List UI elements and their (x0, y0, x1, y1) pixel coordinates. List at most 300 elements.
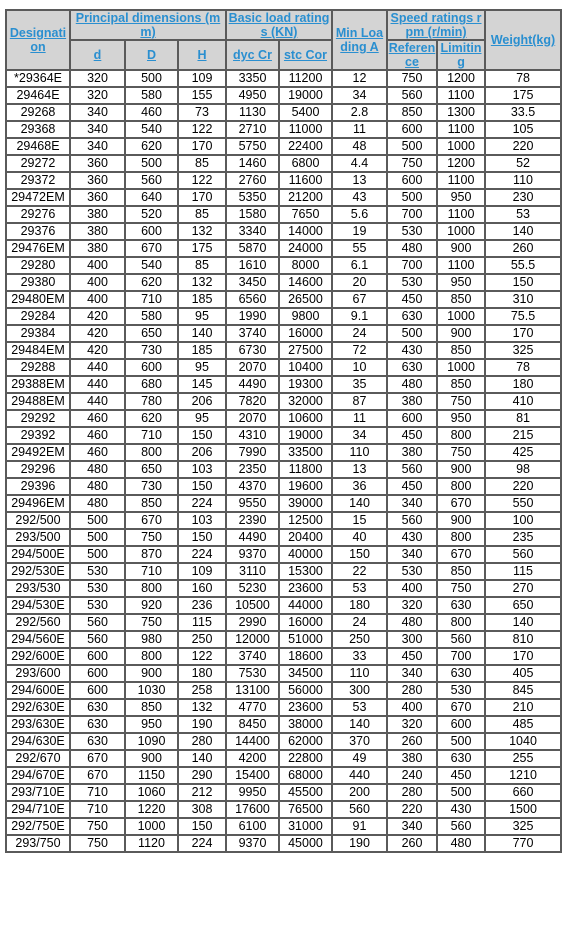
designation-cell: 294/670E (6, 767, 70, 784)
static-load-cell: 76500 (279, 801, 332, 818)
d-cell: 440 (70, 359, 125, 376)
h-cell: 103 (178, 461, 226, 478)
outer-d-cell: 780 (125, 393, 178, 410)
static-load-cell: 12500 (279, 512, 332, 529)
weight-cell: 660 (485, 784, 561, 801)
bearing-spec-table (5, 9, 562, 853)
h-cell: 175 (178, 240, 226, 257)
designation-header[interactable]: Designation (6, 10, 70, 70)
designation-cell: 292/630E (6, 699, 70, 716)
weight-cell: 110 (485, 172, 561, 189)
weight-cell: 175 (485, 87, 561, 104)
h-cell: 185 (178, 291, 226, 308)
static-load-cell: 21200 (279, 189, 332, 206)
weight-cell: 210 (485, 699, 561, 716)
outer-d-cell: 580 (125, 87, 178, 104)
weight-cell: 230 (485, 189, 561, 206)
designation-cell: 29492EM (6, 444, 70, 461)
limiting-speed-cell: 1100 (437, 121, 485, 138)
table-row (6, 648, 561, 665)
weight-cell: 255 (485, 750, 561, 767)
min-loading-cell: 140 (332, 495, 387, 512)
min-loading-cell: 11 (332, 121, 387, 138)
limiting-speed-cell: 480 (437, 835, 485, 852)
dynamic-load-cell: 4490 (226, 376, 279, 393)
weight-cell: 405 (485, 665, 561, 682)
min-loading-cell: 53 (332, 580, 387, 597)
designation-cell: 29496EM (6, 495, 70, 512)
limiting-speed-cell: 1100 (437, 206, 485, 223)
dynamic-load-cell: 6730 (226, 342, 279, 359)
limiting-speed-cell: 670 (437, 495, 485, 512)
dynamic-load-cell: 6100 (226, 818, 279, 835)
static-load-cell: 32000 (279, 393, 332, 410)
weight-cell: 1210 (485, 767, 561, 784)
d-cell: 440 (70, 393, 125, 410)
limiting-speed-cell: 900 (437, 461, 485, 478)
min-loading-cell: 6.1 (332, 257, 387, 274)
table-row (6, 614, 561, 631)
static-load-cell: 11000 (279, 121, 332, 138)
dynamic-load-cell: 7530 (226, 665, 279, 682)
weight-cell: 98 (485, 461, 561, 478)
dynamic-load-header[interactable]: dyc Cr (226, 40, 279, 70)
min-loading-cell: 180 (332, 597, 387, 614)
d-header[interactable]: d (70, 40, 125, 70)
reference-speed-cell: 340 (387, 495, 437, 512)
d-cell: 600 (70, 648, 125, 665)
static-load-cell: 19600 (279, 478, 332, 495)
d-cell: 380 (70, 206, 125, 223)
h-cell: 236 (178, 597, 226, 614)
reference-speed-cell: 700 (387, 206, 437, 223)
static-load-cell: 45000 (279, 835, 332, 852)
d-cell: 360 (70, 172, 125, 189)
min-loading-cell: 150 (332, 546, 387, 563)
table-row (6, 733, 561, 750)
limiting-speed-cell: 630 (437, 597, 485, 614)
limiting-speed-cell: 630 (437, 665, 485, 682)
limiting-speed-cell: 850 (437, 376, 485, 393)
table-row (6, 784, 561, 801)
speed-ratings-header[interactable]: Speed ratings rpm (r/min) (387, 10, 485, 40)
designation-cell: 29392 (6, 427, 70, 444)
table-row (6, 682, 561, 699)
outer-d-cell: 680 (125, 376, 178, 393)
static-load-cell: 31000 (279, 818, 332, 835)
designation-cell: 29384 (6, 325, 70, 342)
reference-speed-cell: 560 (387, 87, 437, 104)
d-cell: 710 (70, 801, 125, 818)
limiting-speed-cell: 560 (437, 818, 485, 835)
weight-cell: 325 (485, 818, 561, 835)
table-row (6, 342, 561, 359)
designation-cell: 29288 (6, 359, 70, 376)
table-row (6, 359, 561, 376)
table-row (6, 767, 561, 784)
outer-d-cell: 670 (125, 512, 178, 529)
limiting-speed-cell: 1000 (437, 138, 485, 155)
designation-cell: 29476EM (6, 240, 70, 257)
min-loading-cell: 24 (332, 614, 387, 631)
reference-speed-cell: 750 (387, 70, 437, 87)
limiting-speed-cell: 950 (437, 274, 485, 291)
limiting-speed-cell: 750 (437, 393, 485, 410)
limiting-speed-cell: 670 (437, 699, 485, 716)
d-cell: 500 (70, 546, 125, 563)
outer-d-cell: 750 (125, 529, 178, 546)
min-loading-cell: 36 (332, 478, 387, 495)
reference-speed-cell: 560 (387, 512, 437, 529)
min-loading-cell: 15 (332, 512, 387, 529)
designation-cell: 292/670 (6, 750, 70, 767)
designation-cell: 29480EM (6, 291, 70, 308)
table-row (6, 104, 561, 121)
table-row (6, 478, 561, 495)
h-cell: 115 (178, 614, 226, 631)
outer-d-cell: 540 (125, 257, 178, 274)
min-loading-cell: 12 (332, 70, 387, 87)
limiting-speed-cell: 800 (437, 614, 485, 631)
table-row (6, 223, 561, 240)
table-row (6, 563, 561, 580)
d-cell: 630 (70, 716, 125, 733)
weight-cell: 650 (485, 597, 561, 614)
weight-cell: 78 (485, 359, 561, 376)
outer-d-cell: 850 (125, 495, 178, 512)
designation-cell: 29468E (6, 138, 70, 155)
limiting-speed-cell: 750 (437, 580, 485, 597)
weight-cell: 78 (485, 70, 561, 87)
weight-cell: 810 (485, 631, 561, 648)
dynamic-load-cell: 5750 (226, 138, 279, 155)
static-load-cell: 56000 (279, 682, 332, 699)
static-load-cell: 26500 (279, 291, 332, 308)
h-cell: 250 (178, 631, 226, 648)
reference-speed-cell: 500 (387, 138, 437, 155)
reference-speed-cell: 260 (387, 733, 437, 750)
static-load-cell: 38000 (279, 716, 332, 733)
d-cell: 480 (70, 461, 125, 478)
limiting-speed-cell: 1100 (437, 257, 485, 274)
outer-d-cell: 560 (125, 172, 178, 189)
reference-speed-cell: 500 (387, 325, 437, 342)
outer-d-cell: 1150 (125, 767, 178, 784)
h-cell: 212 (178, 784, 226, 801)
table-row (6, 138, 561, 155)
dynamic-load-cell: 5350 (226, 189, 279, 206)
table-row (6, 257, 561, 274)
reference-speed-cell: 480 (387, 614, 437, 631)
h-cell: 145 (178, 376, 226, 393)
static-load-cell: 51000 (279, 631, 332, 648)
designation-cell: 29488EM (6, 393, 70, 410)
outer-d-header[interactable]: D (125, 40, 178, 70)
table-row (6, 121, 561, 138)
designation-cell: 29280 (6, 257, 70, 274)
d-cell: 480 (70, 495, 125, 512)
limiting-speed-cell: 850 (437, 291, 485, 308)
reference-speed-cell: 450 (387, 648, 437, 665)
d-cell: 480 (70, 478, 125, 495)
weight-cell: 170 (485, 325, 561, 342)
weight-cell: 310 (485, 291, 561, 308)
h-cell: 258 (178, 682, 226, 699)
weight-cell: 215 (485, 427, 561, 444)
static-load-cell: 19000 (279, 427, 332, 444)
min-loading-cell: 49 (332, 750, 387, 767)
h-cell: 122 (178, 172, 226, 189)
dynamic-load-cell: 1610 (226, 257, 279, 274)
dynamic-load-cell: 14400 (226, 733, 279, 750)
outer-d-cell: 620 (125, 138, 178, 155)
min-loading-cell: 13 (332, 172, 387, 189)
h-cell: 206 (178, 444, 226, 461)
reference-speed-cell: 260 (387, 835, 437, 852)
h-cell: 150 (178, 529, 226, 546)
min-loading-cell: 200 (332, 784, 387, 801)
principal-dimensions-header[interactable]: Principal dimensions (mm) (70, 10, 226, 40)
min-loading-cell: 24 (332, 325, 387, 342)
table-row (6, 665, 561, 682)
designation-cell: 294/560E (6, 631, 70, 648)
h-header[interactable]: H (178, 40, 226, 70)
designation-cell: 29372 (6, 172, 70, 189)
min-loading-cell: 440 (332, 767, 387, 784)
dynamic-load-cell: 3350 (226, 70, 279, 87)
d-cell: 400 (70, 291, 125, 308)
reference-speed-cell: 340 (387, 546, 437, 563)
reference-speed-cell: 320 (387, 597, 437, 614)
table-row (6, 801, 561, 818)
min-loading-cell: 560 (332, 801, 387, 818)
min-loading-cell: 55 (332, 240, 387, 257)
outer-d-cell: 900 (125, 665, 178, 682)
h-cell: 95 (178, 359, 226, 376)
reference-speed-cell: 380 (387, 750, 437, 767)
weight-cell: 1040 (485, 733, 561, 750)
static-load-cell: 11800 (279, 461, 332, 478)
limiting-speed-cell: 950 (437, 189, 485, 206)
h-cell: 95 (178, 308, 226, 325)
reference-speed-cell: 380 (387, 393, 437, 410)
d-cell: 420 (70, 308, 125, 325)
table-row (6, 580, 561, 597)
table-row (6, 818, 561, 835)
min-loading-cell: 370 (332, 733, 387, 750)
designation-cell: 293/600 (6, 665, 70, 682)
static-load-cell: 15300 (279, 563, 332, 580)
dynamic-load-cell: 1580 (226, 206, 279, 223)
weight-cell: 220 (485, 478, 561, 495)
reference-speed-cell: 400 (387, 699, 437, 716)
outer-d-cell: 460 (125, 104, 178, 121)
d-cell: 340 (70, 104, 125, 121)
weight-cell: 53 (485, 206, 561, 223)
h-cell: 85 (178, 257, 226, 274)
d-cell: 630 (70, 733, 125, 750)
designation-cell: 29484EM (6, 342, 70, 359)
reference-speed-cell: 480 (387, 240, 437, 257)
dynamic-load-cell: 4370 (226, 478, 279, 495)
dynamic-load-cell: 9950 (226, 784, 279, 801)
weight-cell: 770 (485, 835, 561, 852)
min-loading-cell: 22 (332, 563, 387, 580)
min-loading-cell: 13 (332, 461, 387, 478)
outer-d-cell: 870 (125, 546, 178, 563)
reference-speed-cell: 400 (387, 580, 437, 597)
h-cell: 280 (178, 733, 226, 750)
d-cell: 600 (70, 682, 125, 699)
h-cell: 150 (178, 478, 226, 495)
limiting-speed-header[interactable]: Limiting (437, 40, 485, 70)
table-row (6, 597, 561, 614)
static-load-cell: 23600 (279, 580, 332, 597)
static-load-cell: 18600 (279, 648, 332, 665)
designation-cell: 29292 (6, 410, 70, 427)
d-cell: 400 (70, 257, 125, 274)
table-row (6, 172, 561, 189)
static-load-cell: 11200 (279, 70, 332, 87)
limiting-speed-cell: 850 (437, 342, 485, 359)
weight-cell: 55.5 (485, 257, 561, 274)
min-loading-cell: 91 (332, 818, 387, 835)
dynamic-load-cell: 12000 (226, 631, 279, 648)
table-row (6, 155, 561, 172)
min-loading-cell: 4.4 (332, 155, 387, 172)
min-loading-cell: 19 (332, 223, 387, 240)
designation-cell: 292/530E (6, 563, 70, 580)
d-cell: 750 (70, 835, 125, 852)
outer-d-cell: 710 (125, 427, 178, 444)
static-load-header[interactable]: stc Cor (279, 40, 332, 70)
designation-cell: 29396 (6, 478, 70, 495)
basic-load-ratings-header[interactable]: Basic load ratings (KN) (226, 10, 332, 40)
weight-header[interactable]: Weight(kg) (485, 10, 561, 70)
static-load-cell: 27500 (279, 342, 332, 359)
dynamic-load-cell: 3110 (226, 563, 279, 580)
min-loading-cell: 72 (332, 342, 387, 359)
weight-cell: 485 (485, 716, 561, 733)
d-cell: 530 (70, 563, 125, 580)
min-loading-cell: 10 (332, 359, 387, 376)
limiting-speed-cell: 850 (437, 563, 485, 580)
table-row (6, 206, 561, 223)
dynamic-load-cell: 4950 (226, 87, 279, 104)
d-cell: 500 (70, 529, 125, 546)
dynamic-load-cell: 2760 (226, 172, 279, 189)
reference-speed-cell: 630 (387, 308, 437, 325)
table-row (6, 512, 561, 529)
reference-speed-cell: 560 (387, 461, 437, 478)
reference-speed-cell: 300 (387, 631, 437, 648)
designation-cell: 292/600E (6, 648, 70, 665)
h-cell: 290 (178, 767, 226, 784)
limiting-speed-cell: 1300 (437, 104, 485, 121)
weight-cell: 33.5 (485, 104, 561, 121)
weight-cell: 845 (485, 682, 561, 699)
static-load-cell: 6800 (279, 155, 332, 172)
h-cell: 73 (178, 104, 226, 121)
d-cell: 560 (70, 631, 125, 648)
designation-cell: 292/500 (6, 512, 70, 529)
dynamic-load-cell: 10500 (226, 597, 279, 614)
outer-d-cell: 650 (125, 325, 178, 342)
weight-cell: 180 (485, 376, 561, 393)
h-cell: 85 (178, 155, 226, 172)
designation-cell: 292/560 (6, 614, 70, 631)
dynamic-load-cell: 2350 (226, 461, 279, 478)
weight-cell: 550 (485, 495, 561, 512)
d-cell: 630 (70, 699, 125, 716)
limiting-speed-cell: 800 (437, 478, 485, 495)
outer-d-cell: 980 (125, 631, 178, 648)
table-row (6, 189, 561, 206)
d-cell: 460 (70, 427, 125, 444)
reference-speed-cell: 450 (387, 291, 437, 308)
limiting-speed-cell: 670 (437, 546, 485, 563)
dynamic-load-cell: 5230 (226, 580, 279, 597)
d-cell: 530 (70, 580, 125, 597)
static-load-cell: 10600 (279, 410, 332, 427)
dynamic-load-cell: 1990 (226, 308, 279, 325)
static-load-cell: 20400 (279, 529, 332, 546)
h-cell: 109 (178, 563, 226, 580)
d-cell: 460 (70, 444, 125, 461)
reference-speed-cell: 600 (387, 121, 437, 138)
outer-d-cell: 800 (125, 580, 178, 597)
h-cell: 140 (178, 325, 226, 342)
designation-cell: 293/530 (6, 580, 70, 597)
reference-speed-cell: 430 (387, 342, 437, 359)
dynamic-load-cell: 6560 (226, 291, 279, 308)
min-loading-cell: 35 (332, 376, 387, 393)
static-load-cell: 44000 (279, 597, 332, 614)
d-cell: 340 (70, 138, 125, 155)
weight-cell: 560 (485, 546, 561, 563)
table-row (6, 699, 561, 716)
h-cell: 95 (178, 410, 226, 427)
h-cell: 132 (178, 699, 226, 716)
static-load-cell: 39000 (279, 495, 332, 512)
h-cell: 132 (178, 223, 226, 240)
dynamic-load-cell: 2070 (226, 359, 279, 376)
h-cell: 185 (178, 342, 226, 359)
dynamic-load-cell: 1130 (226, 104, 279, 121)
dynamic-load-cell: 7990 (226, 444, 279, 461)
reference-speed-cell: 320 (387, 716, 437, 733)
designation-cell: 29268 (6, 104, 70, 121)
table-row (6, 427, 561, 444)
limiting-speed-cell: 700 (437, 648, 485, 665)
limiting-speed-cell: 530 (437, 682, 485, 699)
reference-speed-cell: 280 (387, 784, 437, 801)
dynamic-load-cell: 2710 (226, 121, 279, 138)
min-loading-header[interactable]: Min Loading A (332, 10, 387, 70)
static-load-cell: 22400 (279, 138, 332, 155)
reference-speed-header[interactable]: Reference (388, 41, 436, 69)
d-cell: 440 (70, 376, 125, 393)
table-row (6, 325, 561, 342)
outer-d-cell: 730 (125, 342, 178, 359)
reference-speed-cell: 240 (387, 767, 437, 784)
outer-d-cell: 800 (125, 648, 178, 665)
min-loading-cell: 40 (332, 529, 387, 546)
d-cell: 320 (70, 87, 125, 104)
designation-cell: 292/750E (6, 818, 70, 835)
dynamic-load-cell: 2070 (226, 410, 279, 427)
limiting-speed-cell: 1000 (437, 308, 485, 325)
